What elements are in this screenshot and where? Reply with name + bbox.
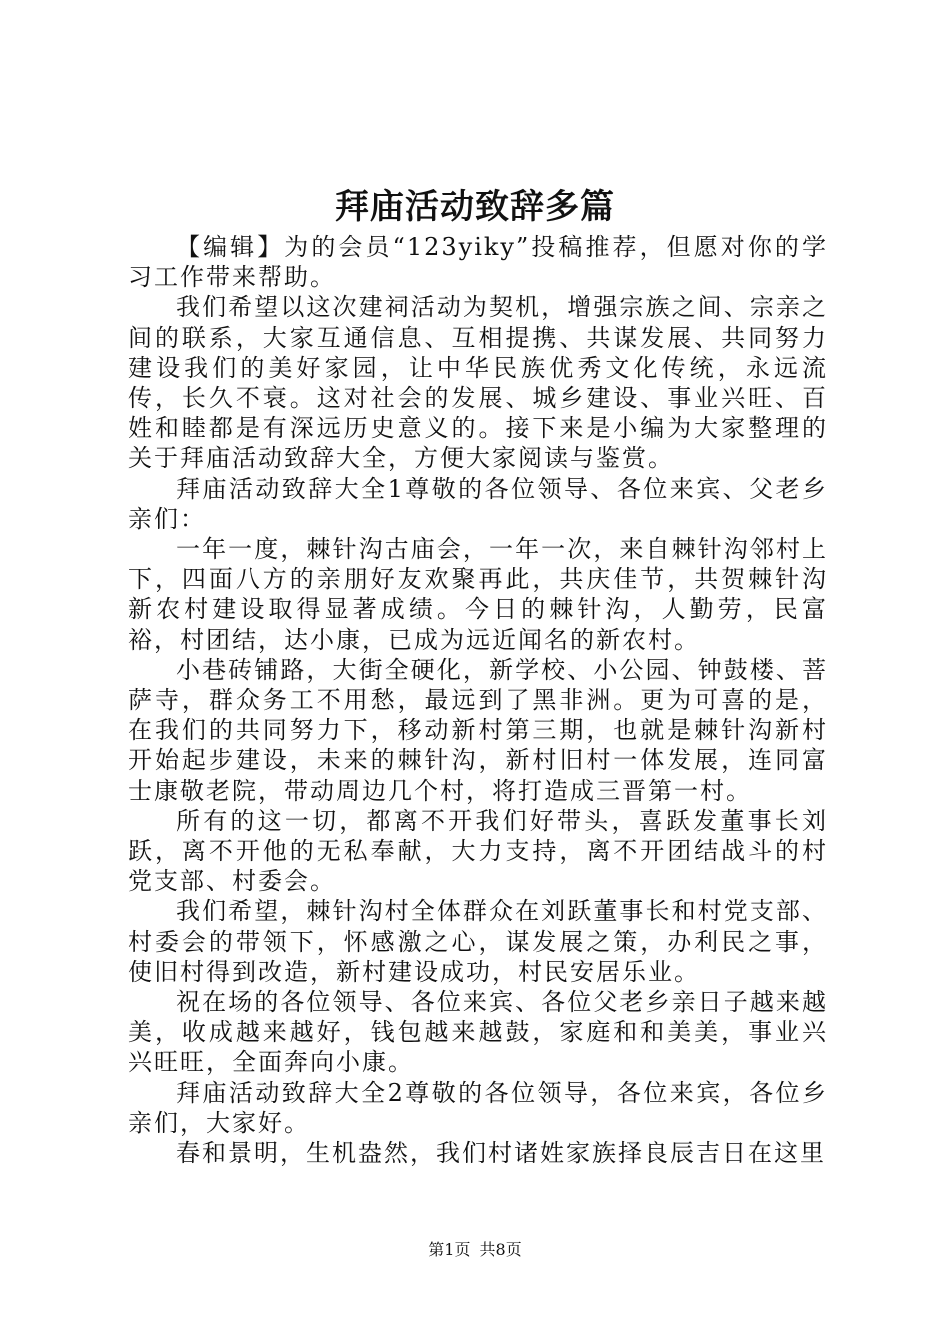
- document-title: 拜庙活动致辞多篇: [335, 187, 615, 227]
- page-total: 共8页: [479, 1240, 522, 1259]
- paragraph: 春和景明，生机盎然，我们村诸姓家族择良辰吉日在这里: [176, 1139, 826, 1168]
- document-body: [128, 232, 828, 1168]
- page-number: 第1页: [428, 1240, 471, 1259]
- paragraph: 小巷砖铺路，大街全硬化，新学校、小公园、钟鼓楼、菩萨寺，群众务工不用愁，最远到了黑非洲。更为可喜的是，在我们的共同努力下，移动新村第三期，也就是棘针沟新村开始起步建设，未来的棘针沟，新村旧村一体发展，连同富士康敬老院，带动周边几个村，将打造成三晋第一村。: [128, 655, 828, 805]
- paragraph: 拜庙活动致辞大全2尊敬的各位领导，各位来宾，各位乡亲们，大家好。: [128, 1078, 828, 1137]
- page-footer: [0, 1238, 950, 1262]
- paragraph: 我们希望，棘针沟村全体群众在刘跃董事长和村党支部、村委会的带领下，怀感激之心，谋发展之策，办利民之事，使旧村得到改造，新村建设成功，村民安居乐业。: [128, 897, 828, 986]
- paragraph: 我们希望以这次建祠活动为契机，增强宗族之间、宗亲之间的联系，大家互通信息、互相提携、共谋发展、共同努力建设我们的美好家园，让中华民族优秀文化传统，永远流传，长久不衰。这对社会的发展、城乡建设、事业兴旺、百姓和睦都是有深远历史意义的。接下来是小编为大家整理的关于拜庙活动致辞大全，方便大家阅读与鉴赏。: [128, 293, 828, 473]
- paragraph: 所有的这一切，都离不开我们好带头，喜跃发董事长刘跃，离不开他的无私奉献，大力支持，离不开团结战斗的村党支部、村委会。: [128, 806, 828, 896]
- paragraph: 一年一度，棘针沟古庙会，一年一次，来自棘针沟邻村上下，四面八方的亲朋好友欢聚再此，共庆佳节，共贺棘针沟新农村建设取得显著成绩。今日的棘针沟，人勤劳，民富裕，村团结，达小康，已成为远近闻名的新农村。: [128, 535, 828, 654]
- paragraph: 【编辑】为的会员“123yiky”投稿推荐，但愿对你的学习工作带来帮助。: [128, 233, 828, 292]
- paragraph: 拜庙活动致辞大全1尊敬的各位领导、各位来宾、父老乡亲们：: [128, 474, 828, 533]
- paragraph: 祝在场的各位领导、各位来宾、各位父老乡亲日子越来越美，收成越来越好，钱包越来越鼓，家庭和和美美，事业兴兴旺旺，全面奔向小康。: [128, 988, 828, 1077]
